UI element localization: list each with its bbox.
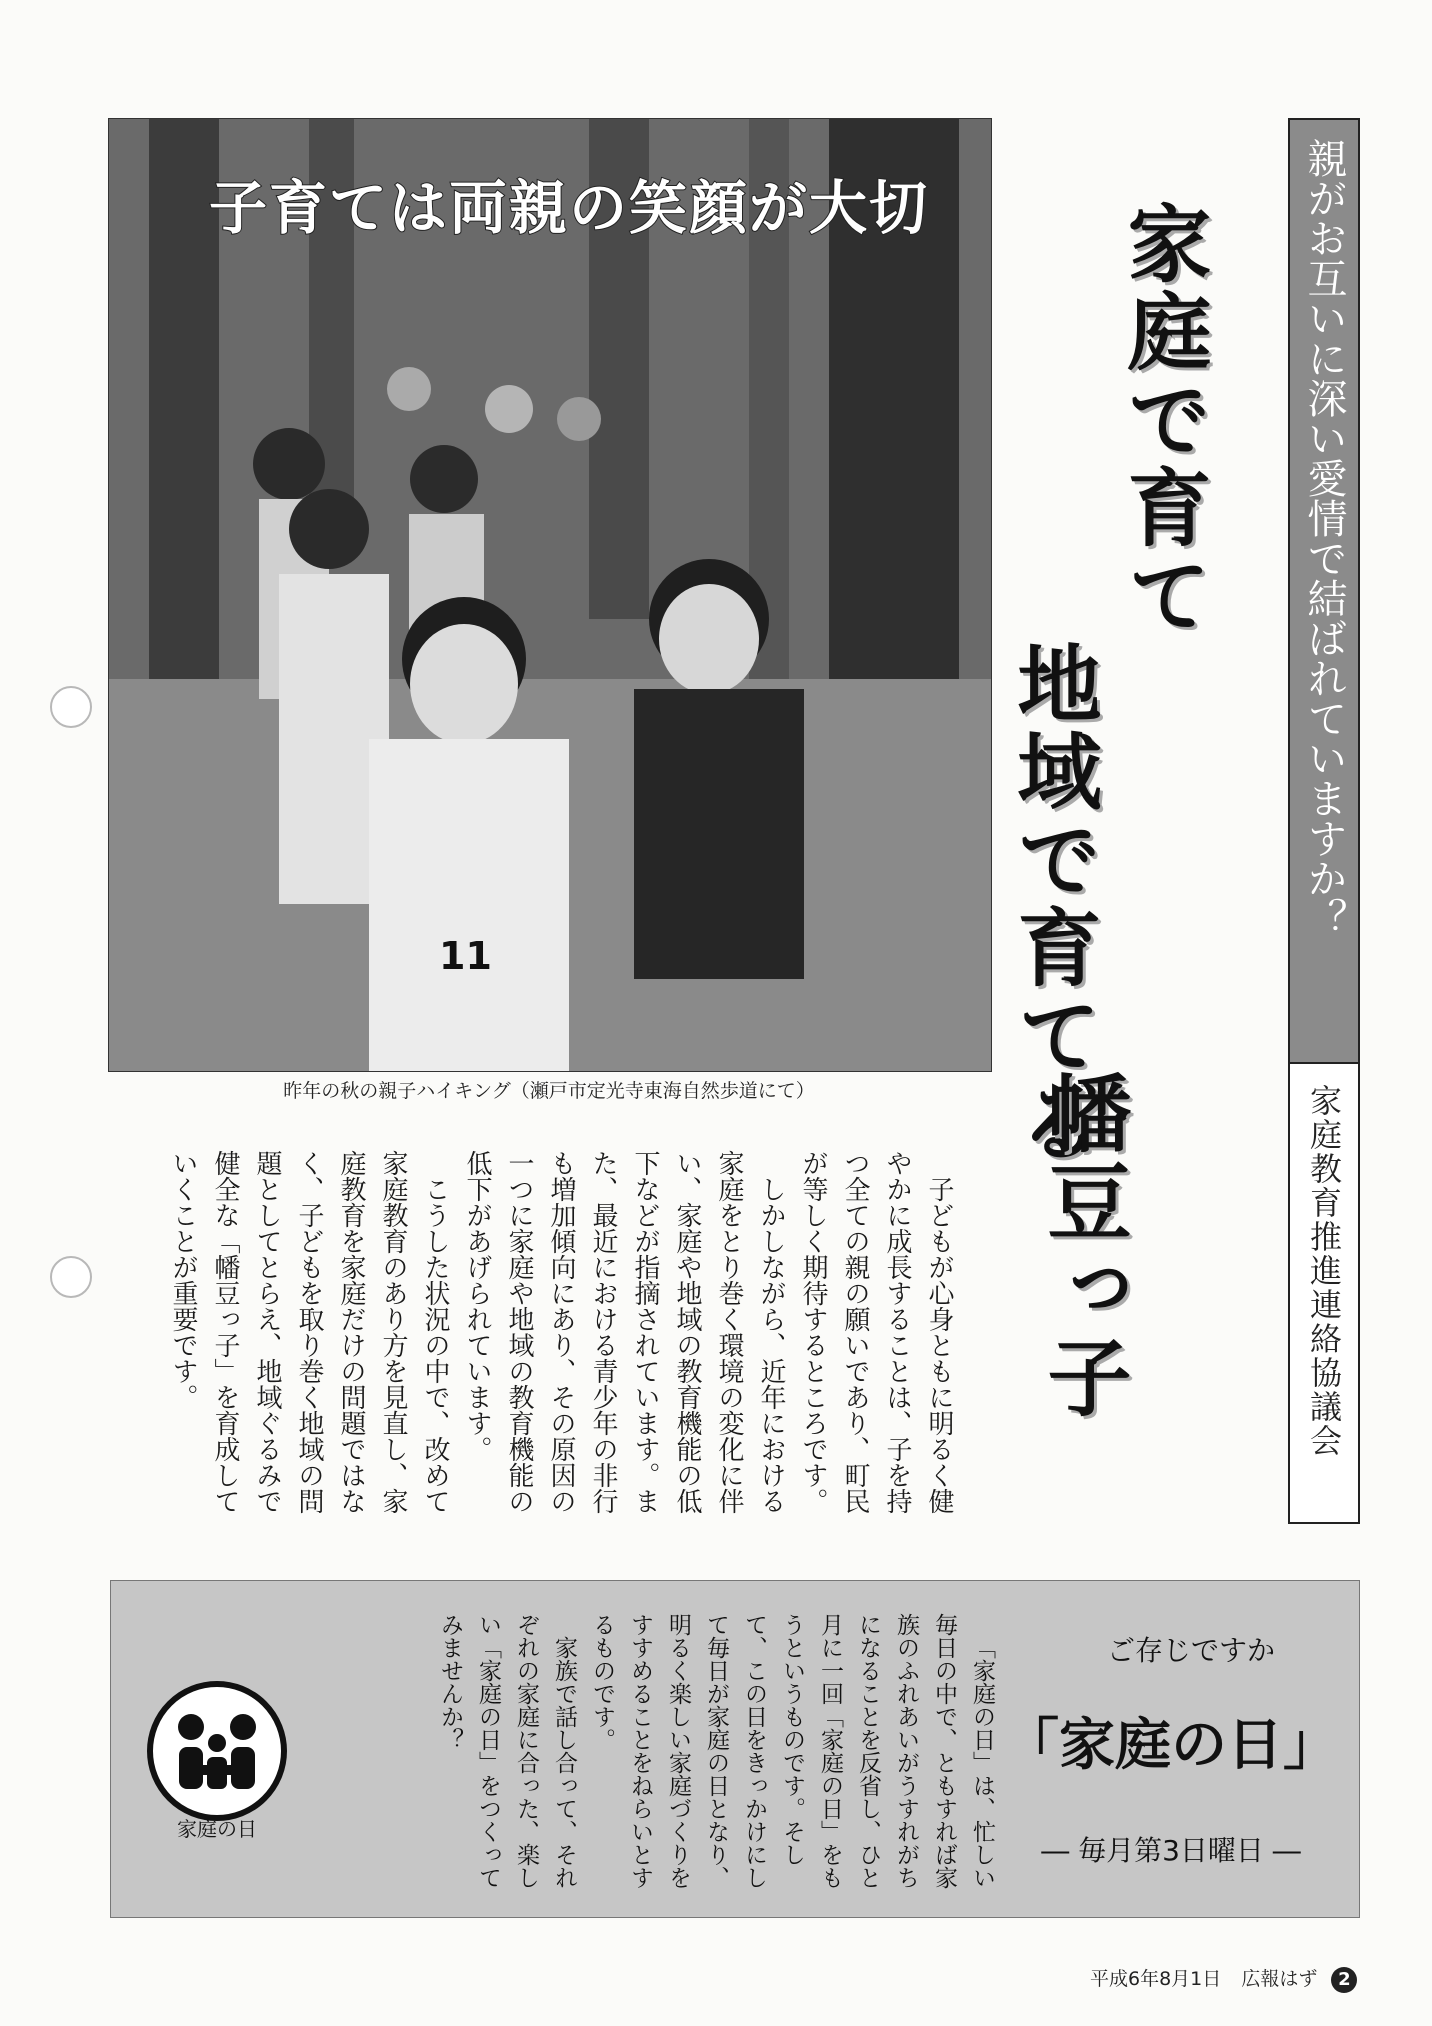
panel-title: 「家庭の日」 bbox=[1003, 1713, 1339, 1778]
article-paragraph-1: 子どもが心身ともに明るく健やかに成長することは、子を持つ全ての親の願いであり、町民が等しく期待するところです。 bbox=[798, 1150, 954, 1514]
publication-name: 広報はず bbox=[1241, 1968, 1318, 1990]
tagline: 親がお互いに深い愛情で結ばれていますか？ bbox=[1301, 138, 1347, 938]
logo-label: 家庭の日 bbox=[177, 1817, 257, 1841]
photo-caption: 昨年の秋の親子ハイキング（瀬戸市定光寺東海自然歩道にて） bbox=[283, 1080, 815, 1102]
shirt-number: 11 bbox=[439, 934, 492, 978]
issue-date: 平成6年8月1日 bbox=[1090, 1968, 1222, 1990]
headline-line-1: 家庭で育て bbox=[1114, 200, 1212, 640]
forest-scene bbox=[109, 119, 991, 1071]
organization-name: 家庭教育推進連絡協議会 bbox=[1305, 1084, 1343, 1458]
article-body bbox=[160, 1150, 960, 1540]
photo-title: 子育ては両親の笑顔が大切 bbox=[208, 174, 929, 242]
headline-line-3: 幡豆っ子 bbox=[1034, 1070, 1132, 1422]
panel-paragraph-2: 家族で話し合って、それぞれの家庭に合った、楽しい「家庭の日」をつくってみませんか？ bbox=[437, 1613, 577, 1889]
family-day-logo bbox=[147, 1681, 287, 1821]
article-paragraph-2: しかしながら、近年における家庭をとり巻く環境の変化に伴い、家庭や地域の教育機能の低下などが指摘されています。また、最近における青少年の非行も増加傾向にあり、その原因の一つに家庭や地域の教育機能の低下があげられています。 bbox=[462, 1150, 786, 1514]
headline-line-2: 地域で育てる bbox=[1004, 640, 1102, 1168]
tagline-bar bbox=[1288, 118, 1360, 1064]
page-footer bbox=[1090, 1964, 1357, 1993]
organization-box bbox=[1288, 1062, 1360, 1524]
punch-hole-bottom bbox=[50, 1256, 92, 1298]
punch-hole-top bbox=[50, 686, 92, 728]
panel-body bbox=[437, 1613, 1001, 1893]
family-logo-icon bbox=[153, 1687, 281, 1815]
family-day-panel bbox=[110, 1580, 1360, 1918]
panel-subtitle: ご存じですか bbox=[1106, 1634, 1275, 1667]
panel-schedule: ― 毎月第3日曜日 ― bbox=[1041, 1834, 1301, 1867]
page-number: 2 bbox=[1331, 1967, 1357, 1993]
panel-paragraph-1: 「家庭の日」は、忙しい毎日の中で、ともすれば家族のふれあいがうすれがちになることを反省し、ひと月に一回「家庭の日」をもうというものです。そして、この日をきっかけにして毎日が家庭の日となり、明るく楽しい家庭づくりをすすめることをねらいとするものです。 bbox=[589, 1613, 995, 1889]
article-paragraph-3: こうした状況の中で、改めて家庭教育のあり方を見直し、家庭教育を家庭だけの問題ではなく、子どもを取り巻く地域の問題としてとらえ、地域ぐるみで健全な「幡豆っ子」を育成していくことが重要です。 bbox=[168, 1150, 450, 1514]
hiking-photo bbox=[108, 118, 992, 1072]
